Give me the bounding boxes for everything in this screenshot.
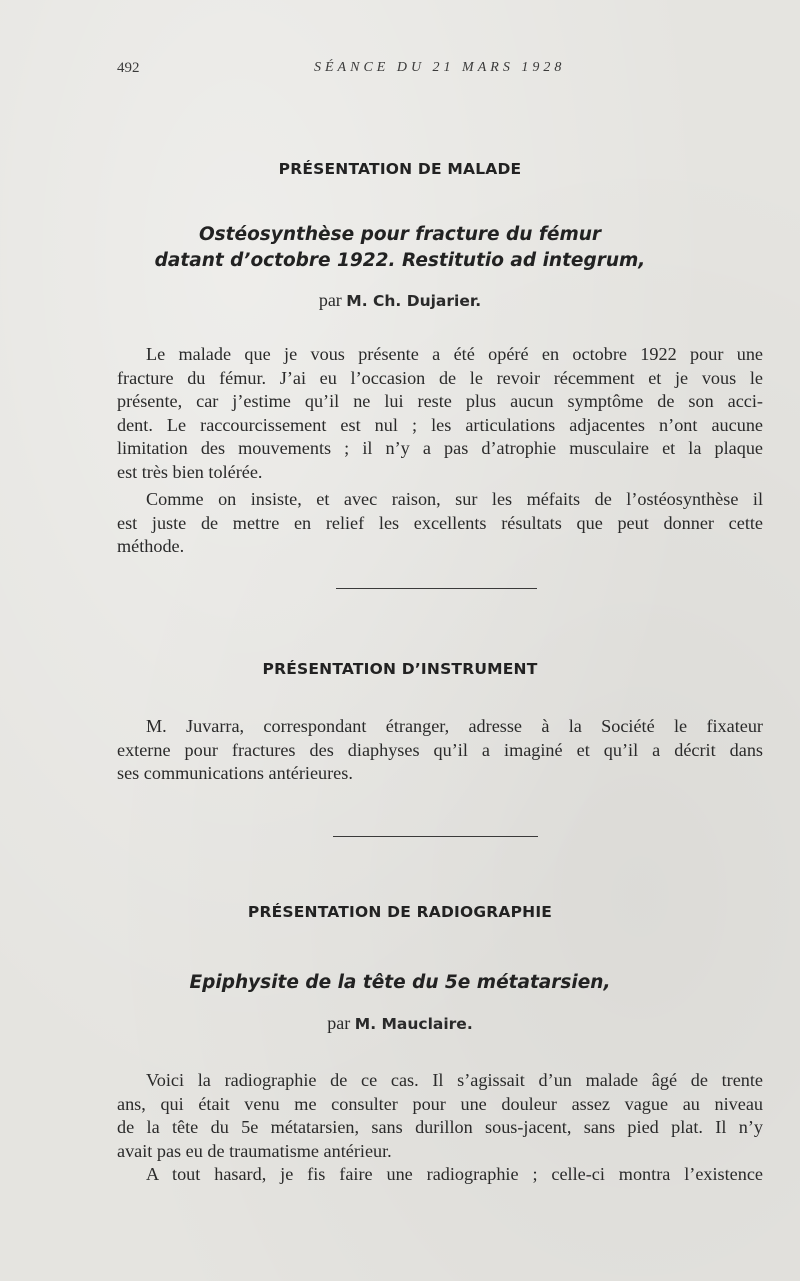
- article-title-line-1: Ostéosynthèse pour fracture du fémur: [198, 224, 602, 245]
- text-line: de la tête du 5e métatarsien, sans durillon sous-jacent, sans pied plat. Il n’y: [117, 1117, 763, 1137]
- byline-dujarier: [0, 290, 800, 311]
- text-line: Voici la radiographie de ce cas. Il s’agissait d’un malade âgé de trente: [146, 1070, 763, 1090]
- text-line: est très bien tolérée.: [117, 461, 263, 482]
- text-line: M. Juvarra, correspondant étranger, adresse à la Société le fixateur: [146, 716, 763, 736]
- article-title-osteosynthese: [0, 222, 800, 274]
- article-title-epiphysite: Epiphysite de la tête du 5e métatarsien,: [189, 972, 611, 993]
- text-line: ans, qui était venu me consulter pour une douleur assez vague au niveau: [117, 1093, 763, 1114]
- text-line: A tout hasard, je fis faire une radiographie ; celle-ci montra l’existence: [146, 1164, 763, 1184]
- paragraph-radiographie-2: [117, 1163, 763, 1187]
- section-heading-instrument: PRÉSENTATION D’INSTRUMENT: [262, 660, 538, 678]
- byline-author: M. Mauclaire.: [354, 1015, 473, 1033]
- page-number: 492: [117, 60, 140, 76]
- section-divider: [333, 836, 538, 837]
- running-title: SÉANCE DU 21 MARS 1928: [314, 60, 566, 75]
- text-line: Le malade que je vous présente a été opéré en octobre 1922 pour une: [146, 344, 763, 364]
- byline-prefix: par: [327, 1013, 351, 1033]
- paragraph-2: [117, 488, 763, 559]
- text-line: dent. Le raccourcissement est nul ; les articulations adjacentes n’ont aucune: [117, 414, 763, 435]
- paragraph-radiographie-1: [117, 1069, 763, 1163]
- byline-prefix: par: [318, 290, 342, 310]
- byline-author: M. Ch. Dujarier.: [346, 292, 482, 310]
- paragraph-juvarra: [117, 715, 763, 786]
- text-line: avait pas eu de traumatisme antérieur.: [117, 1140, 392, 1161]
- text-line: limitation des mouvements ; il n’y a pas d’atrophie musculaire et la plaque: [117, 438, 763, 458]
- byline-mauclaire: [0, 1013, 800, 1034]
- article-title-line-2: datant d’octobre 1922. Restitutio ad integrum,: [154, 250, 646, 271]
- text-line: présente, car j’estime qu’il ne lui reste plus aucun symptôme de son acci-: [117, 391, 763, 411]
- running-head: [0, 58, 800, 78]
- text-line: fracture du fémur. J’ai eu l’occasion de le revoir récemment et je vous le: [117, 367, 763, 388]
- text-line: ses communications antérieures.: [117, 763, 353, 783]
- paragraph-1: [117, 343, 763, 484]
- text-line: méthode.: [117, 536, 185, 556]
- text-line: est juste de mettre en relief les excellents résultats que peut donner cette: [117, 512, 763, 533]
- section-heading-malade: PRÉSENTATION DE MALADE: [278, 160, 522, 178]
- text-line: externe pour fractures des diaphyses qu’il a imaginé et qu’il a décrit dans: [117, 739, 763, 760]
- section-divider: [336, 588, 537, 589]
- text-line: Comme on insiste, et avec raison, sur les méfaits de l’ostéosynthèse il: [146, 489, 763, 509]
- section-heading-radiographie: PRÉSENTATION DE RADIOGRAPHIE: [247, 903, 553, 921]
